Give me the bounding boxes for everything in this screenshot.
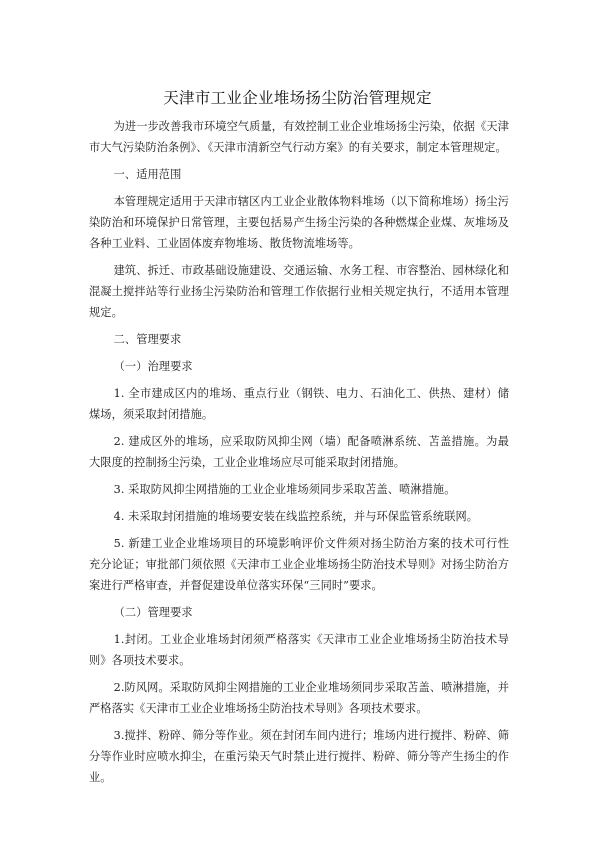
governance-item-1: 1. 全市建成区内的堆场、重点行业（钢铁、电力、石油化工、供热、建材）储煤场，须采取封闭措施。 bbox=[89, 387, 509, 421]
scope-paragraph-2: 建筑、拆迁、市政基础设施建设、交通运输、水务工程、市容整治、园林绿化和混凝土搅拌站等行业扬尘污染防治和管理工作依据行业相关规定执行，不适用本管理规定。 bbox=[89, 264, 509, 319]
governance-item-3: 3. 采取防风抑尘网措施的工业企业堆场须同步采取苫盖、喷淋措施。 bbox=[113, 483, 456, 496]
management-item-2: 2.防风网。采取防风抑尘网措施的工业企业堆场须同步采取苫盖、喷淋措施，并严格落实《天津市工业企业堆场扬尘防治技术导则》各项技术要求。 bbox=[89, 681, 509, 715]
governance-item-5: 5. 新建工业企业堆场项目的环境影响评价文件须对扬尘防治方案的技术可行性充分论证；审批部门须依照《天津市工业企业堆场扬尘防治技术导则》对扬尘防治方案进行严格审查，并督促建设单位落实环保“三同时”要求。 bbox=[89, 537, 509, 592]
section-heading-requirements: 二、管理要求 bbox=[113, 333, 182, 346]
governance-item-4: 4. 未采取封闭措施的堆场要安装在线监控系统，并与环保监管系统联网。 bbox=[113, 510, 479, 523]
document-body bbox=[89, 116, 509, 794]
subsection-heading-management: （二）管理要求 bbox=[113, 606, 193, 619]
management-item-3: 3.搅拌、粉碎、筛分等作业。须在封闭车间内进行；堆场内进行搅拌、粉碎、筛分等作业时应喷水抑尘，在重污染天气时禁止进行搅拌、粉碎、筛分等产生扬尘的作业。 bbox=[89, 729, 509, 784]
intro-paragraph: 为进一步改善我市环境空气质量，有效控制工业企业堆场扬尘污染，依据《天津市大气污染防治条例》、《天津市清新空气行动方案》的有关要求，制定本管理规定。 bbox=[89, 120, 509, 154]
document-title: 天津市工业企业堆场扬尘防治管理规定 bbox=[163, 89, 432, 107]
section-heading-scope: 一、适用范围 bbox=[113, 168, 182, 181]
governance-item-2: 2. 建成区外的堆场，应采取防风抑尘网（墙）配备喷淋系统、苫盖措施。为最大限度的控制扬尘污染，工业企业堆场应尽可能采取封闭措施。 bbox=[89, 435, 509, 469]
subsection-heading-governance: （一）治理要求 bbox=[113, 360, 193, 373]
scope-paragraph-1: 本管理规定适用于天津市辖区内工业企业散体物料堆场（以下简称堆场）扬尘污染防治和环境保护日常管理，主要包括易产生扬尘污染的各种燃煤企业煤、灰堆场及各种工业料、工业固体废弃物堆场、散货物流堆场等。 bbox=[89, 195, 509, 250]
management-item-1: 1.封闭。工业企业堆场封闭须严格落实《天津市工业企业堆场扬尘防治技术导则》各项技术要求。 bbox=[89, 633, 509, 667]
